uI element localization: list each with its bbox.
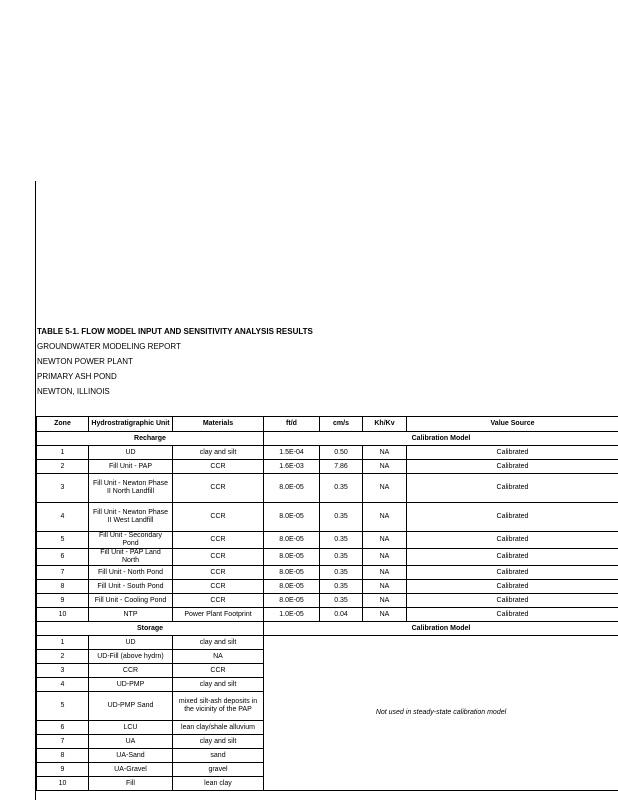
unit-cell: LCU xyxy=(89,721,173,735)
recharge-section-row xyxy=(37,432,618,446)
flow-model-table xyxy=(36,416,618,791)
materials-cell: Power Plant Footprint xyxy=(173,608,264,622)
materials-cell: CCR xyxy=(173,580,264,594)
khkv-cell: NA xyxy=(363,580,407,594)
khkv-cell: NA xyxy=(363,460,407,474)
plant-name: NEWTON POWER PLANT xyxy=(37,357,133,366)
recharge-row xyxy=(37,594,618,608)
source-cell: Calibrated xyxy=(407,460,618,474)
zone-cell: 4 xyxy=(37,503,89,532)
unit-cell: Fill Unit - Newton Phase II West Landfill xyxy=(89,503,173,532)
unit-cell: UD-PMP Sand xyxy=(89,692,173,721)
unit-cell: UA-Sand xyxy=(89,749,173,763)
materials-cell: mixed silt-ash deposits in the vicinity of the PAP xyxy=(173,692,264,721)
zone-cell: 4 xyxy=(37,678,89,692)
cms-cell: 0.35 xyxy=(320,503,363,532)
col-ftd: ft/d xyxy=(264,417,320,432)
zone-cell: 2 xyxy=(37,650,89,664)
recharge-row xyxy=(37,608,618,622)
khkv-cell: NA xyxy=(363,566,407,580)
unit-cell: UD-PMP xyxy=(89,678,173,692)
ftd-cell: 1.5E-04 xyxy=(264,446,320,460)
report-name: GROUNDWATER MODELING REPORT xyxy=(37,342,181,351)
materials-cell: clay and silt xyxy=(173,735,264,749)
zone-cell: 1 xyxy=(37,446,89,460)
materials-cell: CCR xyxy=(173,566,264,580)
source-cell: Calibrated xyxy=(407,474,618,503)
khkv-cell: NA xyxy=(363,532,407,549)
ftd-cell: 8.0E-05 xyxy=(264,503,320,532)
col-source: Value Source xyxy=(407,417,618,432)
materials-cell: CCR xyxy=(173,594,264,608)
table-title: TABLE 5-1. FLOW MODEL INPUT AND SENSITIVITY ANALYSIS RESULTS xyxy=(37,327,313,336)
col-zone: Zone xyxy=(37,417,89,432)
ftd-cell: 8.0E-05 xyxy=(264,532,320,549)
zone-cell: 3 xyxy=(37,474,89,503)
ftd-cell: 8.0E-05 xyxy=(264,566,320,580)
source-cell: Calibrated xyxy=(407,532,618,549)
cms-cell: 0.35 xyxy=(320,566,363,580)
unit-cell: UD xyxy=(89,636,173,650)
unit-cell: CCR xyxy=(89,664,173,678)
materials-cell: CCR xyxy=(173,460,264,474)
zone-cell: 5 xyxy=(37,692,89,721)
materials-cell: lean clay xyxy=(173,777,264,791)
table-header-row xyxy=(37,417,618,432)
zone-cell: 5 xyxy=(37,532,89,549)
cms-cell: 7.86 xyxy=(320,460,363,474)
recharge-row xyxy=(37,549,618,566)
pond-name: PRIMARY ASH POND xyxy=(37,372,117,381)
recharge-row xyxy=(37,460,618,474)
ftd-cell: 1.0E-05 xyxy=(264,608,320,622)
unit-cell: UA xyxy=(89,735,173,749)
zone-cell: 7 xyxy=(37,566,89,580)
materials-cell: clay and silt xyxy=(173,446,264,460)
khkv-cell: NA xyxy=(363,503,407,532)
cms-cell: 0.35 xyxy=(320,549,363,566)
ftd-cell: 1.6E-03 xyxy=(264,460,320,474)
storage-note: Not used in steady-state calibration model xyxy=(264,636,618,791)
unit-cell: Fill Unit - South Pond xyxy=(89,580,173,594)
storage-source-header: Calibration Model xyxy=(264,622,618,636)
khkv-cell: NA xyxy=(363,594,407,608)
ftd-cell: 8.0E-05 xyxy=(264,580,320,594)
col-materials: Materials xyxy=(173,417,264,432)
zone-cell: 7 xyxy=(37,735,89,749)
materials-cell: CCR xyxy=(173,503,264,532)
ftd-cell: 8.0E-05 xyxy=(264,594,320,608)
cms-cell: 0.35 xyxy=(320,474,363,503)
recharge-row xyxy=(37,532,618,549)
cms-cell: 0.35 xyxy=(320,594,363,608)
source-cell: Calibrated xyxy=(407,446,618,460)
storage-section-row xyxy=(37,622,618,636)
zone-cell: 10 xyxy=(37,777,89,791)
zone-cell: 6 xyxy=(37,721,89,735)
cms-cell: 0.50 xyxy=(320,446,363,460)
materials-cell: clay and silt xyxy=(173,636,264,650)
unit-cell: Fill Unit - Cooling Pond xyxy=(89,594,173,608)
unit-cell: Fill Unit - North Pond xyxy=(89,566,173,580)
cms-cell: 0.35 xyxy=(320,580,363,594)
materials-cell: gravel xyxy=(173,763,264,777)
unit-cell: Fill Unit - PAP xyxy=(89,460,173,474)
zone-cell: 6 xyxy=(37,549,89,566)
zone-cell: 1 xyxy=(37,636,89,650)
source-cell: Calibrated xyxy=(407,549,618,566)
materials-cell: lean clay/shale alluvium xyxy=(173,721,264,735)
recharge-label: Recharge xyxy=(37,432,264,446)
unit-cell: Fill Unit - Secondary Pond xyxy=(89,532,173,549)
source-cell: Calibrated xyxy=(407,503,618,532)
zone-cell: 10 xyxy=(37,608,89,622)
khkv-cell: NA xyxy=(363,474,407,503)
khkv-cell: NA xyxy=(363,549,407,566)
materials-cell: CCR xyxy=(173,532,264,549)
recharge-row xyxy=(37,566,618,580)
materials-cell: CCR xyxy=(173,664,264,678)
location: NEWTON, ILLINOIS xyxy=(37,387,110,396)
cms-cell: 0.35 xyxy=(320,532,363,549)
storage-row xyxy=(37,636,618,650)
col-khkv: Kh/Kv xyxy=(363,417,407,432)
unit-cell: Fill Unit - Newton Phase II North Landfill xyxy=(89,474,173,503)
unit-cell: UA-Gravel xyxy=(89,763,173,777)
recharge-row xyxy=(37,474,618,503)
unit-cell: NTP xyxy=(89,608,173,622)
materials-cell: NA xyxy=(173,650,264,664)
unit-cell: UD xyxy=(89,446,173,460)
zone-cell: 2 xyxy=(37,460,89,474)
col-cms: cm/s xyxy=(320,417,363,432)
materials-cell: clay and silt xyxy=(173,678,264,692)
ftd-cell: 8.0E-05 xyxy=(264,474,320,503)
materials-cell: sand xyxy=(173,749,264,763)
col-unit: Hydrostratigraphic Unit xyxy=(89,417,173,432)
recharge-row xyxy=(37,446,618,460)
source-cell: Calibrated xyxy=(407,594,618,608)
zone-cell: 9 xyxy=(37,763,89,777)
source-cell: Calibrated xyxy=(407,566,618,580)
source-cell: Calibrated xyxy=(407,580,618,594)
source-cell: Calibrated xyxy=(407,608,618,622)
unit-cell: Fill Unit - PAP Land North xyxy=(89,549,173,566)
recharge-source-header: Calibration Model xyxy=(264,432,618,446)
unit-cell: UD-Fill (above hydrn) xyxy=(89,650,173,664)
recharge-row xyxy=(37,503,618,532)
zone-cell: 8 xyxy=(37,580,89,594)
zone-cell: 8 xyxy=(37,749,89,763)
storage-label: Storage xyxy=(37,622,264,636)
unit-cell: Fill xyxy=(89,777,173,791)
recharge-row xyxy=(37,580,618,594)
zone-cell: 3 xyxy=(37,664,89,678)
khkv-cell: NA xyxy=(363,608,407,622)
ftd-cell: 8.0E-05 xyxy=(264,549,320,566)
materials-cell: CCR xyxy=(173,474,264,503)
materials-cell: CCR xyxy=(173,549,264,566)
zone-cell: 9 xyxy=(37,594,89,608)
khkv-cell: NA xyxy=(363,446,407,460)
cms-cell: 0.04 xyxy=(320,608,363,622)
